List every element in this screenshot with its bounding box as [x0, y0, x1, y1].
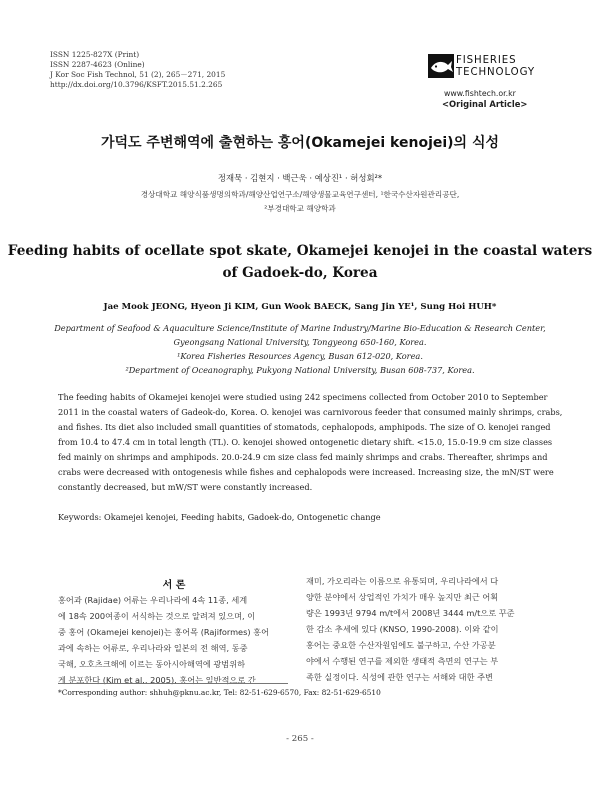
english-title-line: Feeding habits of ocellate spot skate, Okamejei kenojei in the coastal waters [7, 243, 593, 259]
abstract [58, 390, 563, 495]
journal-website[interactable]: www.fishtech.or.kr [444, 89, 516, 98]
abstract-line: from 10.4 to 47.4 cm in total length (TL). O. kenojei showed ontogenetic dietary shift. <15.0, 15.0-19.9 cm size classes [58, 437, 553, 447]
body-line: 한 감소 추세에 있다 (KNSO, 1990-2008). 이와 같이 [306, 624, 499, 634]
english-affiliation-line: Gyeongsang National University, Tongyeong 650-160, Korea. [173, 337, 427, 347]
body-line: 재미, 가오리라는 이름으로 유통되며, 우리나라에서 다 [306, 576, 499, 586]
body-line: 홍어는 중요한 수산자원임에도 불구하고, 수산 가공분 [306, 640, 496, 650]
body-line: 량은 1993년 9794 m/t에서 2008년 3444 m/t으로 꾸준 [306, 608, 515, 618]
section-title-introduction: 서 론 [162, 580, 186, 591]
body-line: 야에서 수행된 연구를 제외한 생태적 측면의 연구는 부 [306, 656, 499, 666]
abstract-line: 2011 in the coastal waters of Gadeok-do, Korea. O. kenojei was carnivorous feeder that consumed mainly shrimps, crabs, [58, 407, 563, 417]
abstract-line: constantly decreased, but mW/ST were constantly increased. [58, 482, 313, 492]
body-line: 족한 실정이다. 식성에 관한 연구는 서해와 대한 주변 [306, 672, 493, 682]
fish-logo-icon [428, 54, 454, 78]
body-line: 국해, 오호츠크해에 이르는 동아시아해역에 광범위하 [58, 659, 246, 669]
issn-print: ISSN 1225-827X (Print) [50, 50, 140, 59]
right-column [306, 573, 550, 685]
doi-link[interactable]: http://dx.doi.org/10.3796/KSFT.2015.51.2.265 [50, 80, 223, 89]
citation: J Kor Soc Fish Technol, 51 (2), 265－271, 2015 [50, 70, 226, 79]
abstract-line: crabs were decreased with ontogenesis while fishes and cephalopods were increased. Increasing size, the mN/ST were [58, 467, 554, 477]
korean-affiliation-line: 경상대학교 해양식품생명의학과/해양산업연구소/해양생물교육연구센터, ¹한국수산자원관리공단, [140, 190, 460, 199]
abstract-line: and fishes. Its diet also included small quantities of stomatods, cephalopods, amphipods. The size of O. kenojei ranged [58, 422, 551, 432]
english-title-line: of Gadoek-do, Korea [222, 265, 378, 281]
abstract-line: The feeding habits of Okamejei kenojei were studied using 242 specimens collected from October 2010 to September [58, 392, 548, 402]
body-line: 에 18속 200여종이 서식하는 것으로 알려져 있으며, 이 [58, 611, 256, 621]
english-title [0, 240, 600, 284]
english-affiliation-line: ²Department of Oceanography, Pukyong National University, Busan 608-737, Korea. [125, 365, 475, 375]
logo-line-1: FISHERIES [456, 55, 517, 66]
keywords: Keywords: Okamejei kenojei, Feeding habits, Gadoek-do, Ontogenetic change [58, 512, 381, 522]
body-line: 게 분포한다 (Kim et al., 2005). 홍어는 일반적으로 간 [58, 675, 256, 685]
logo-wordmark [456, 55, 535, 78]
body-line: 홍어과 (Rajidae) 어류는 우리나라에 4속 11종, 세계 [58, 595, 248, 605]
journal-metadata [50, 50, 225, 90]
body-line: 과에 속하는 어류로, 우리나라와 일본의 전 해역, 동중 [58, 643, 248, 653]
english-affiliation-line: Department of Seafood & Aquaculture Science/Institute of Marine Industry/Marine Bio-Education & Research Center, [54, 323, 546, 333]
korean-affiliations [0, 188, 600, 215]
korean-authors: 정재묵 · 김현지 · 백근욱 · 예상진¹ · 허성회²* [217, 173, 383, 183]
korean-affiliation-line: ²부경대학교 해양학과 [264, 203, 336, 213]
footnote-divider [58, 683, 288, 684]
article-type: <Original Article> [442, 99, 528, 109]
corresponding-author-footnote: *Corresponding author: shhuh@pknu.ac.kr, Tel: 82-51-629-6570, Fax: 82-51-629-6510 [58, 688, 381, 697]
english-affiliation-line: ¹Korea Fisheries Resources Agency, Busan 612-020, Korea. [177, 351, 423, 361]
page-number: - 265 - [286, 734, 314, 744]
body-line: 양한 분야에서 상업적인 가치가 매우 높지만 최근 어획 [306, 592, 499, 602]
logo-line-2: TECHNOLOGY [456, 66, 536, 78]
english-authors: Jae Mook JEONG, Hyeon Ji KIM, Gun Wook BAECK, Sang Jin YE¹, Sung Hoi HUH* [103, 302, 497, 312]
journal-logo [428, 54, 546, 80]
english-affiliations [0, 321, 600, 377]
body-line: 중 홍어 (Okamejei kenojei)는 홍어목 (Rajiformes) 홍어 [58, 627, 269, 637]
abstract-line: fed mainly on shrimps and amphipods. 20.0-24.9 cm size class fed mainly shrimps and crabs. Thereafter, shrimps and [58, 452, 548, 462]
issn-online: ISSN 2287-4623 (Online) [50, 60, 145, 69]
korean-title: 가덕도 주변해역에 출현하는 홍어(Okamejei kenojei)의 식성 [100, 135, 500, 151]
left-column [58, 592, 300, 688]
